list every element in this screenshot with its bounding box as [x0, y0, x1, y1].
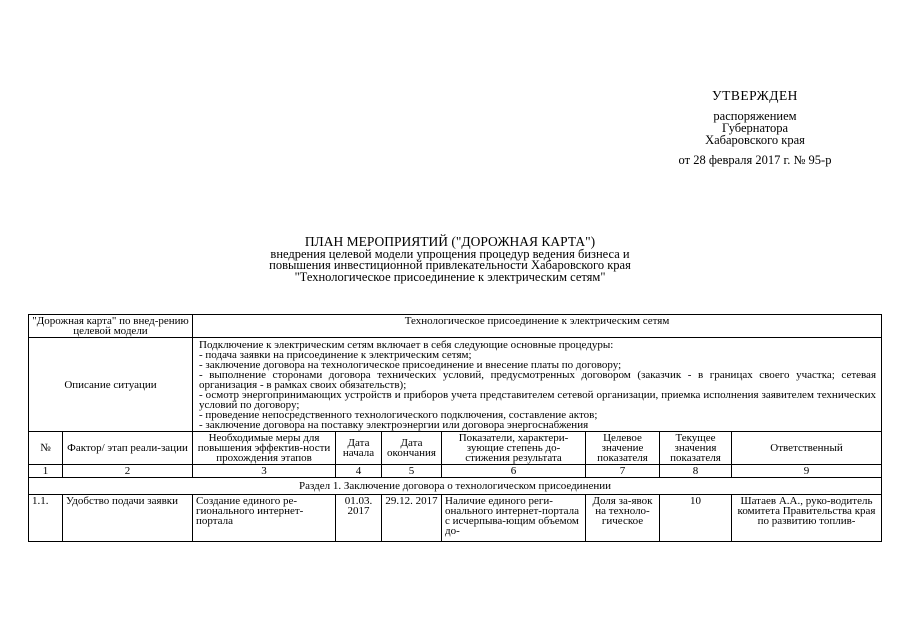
roadmap-value: Технологическое присоединение к электрическим сетям — [193, 315, 882, 338]
situation-row — [29, 338, 882, 432]
column-number: 9 — [732, 465, 882, 478]
row-number: 1.1. — [29, 495, 63, 542]
approval-heading: УТВЕРЖДЕН — [712, 88, 798, 103]
header-cell: Дата начала — [336, 432, 382, 465]
roadmap-table — [28, 314, 882, 542]
header-cell: Дата окончания — [382, 432, 442, 465]
situation-line: Подключение к электрическим сетям включает в себя следующие основные процедуры: — [199, 339, 614, 351]
approval-line-2: Губернатора — [721, 121, 789, 135]
row-end-date: 29.12. 2017 — [382, 495, 442, 542]
situation-label: Описание ситуации — [29, 338, 193, 432]
row-current: 10 — [660, 495, 732, 542]
approval-date: от 28 февраля 2017 г. № 95-р — [678, 153, 832, 167]
column-number: 3 — [193, 465, 336, 478]
row-responsible: Шатаев А.А., руко-водитель комитета Правительства края по развитию топлив- — [732, 495, 882, 542]
column-number: 8 — [660, 465, 732, 478]
column-number: 1 — [29, 465, 63, 478]
header-cell: Показатели, характери-зующие степень до-стижения результата — [442, 432, 586, 465]
header-row — [29, 432, 882, 465]
column-number: 2 — [63, 465, 193, 478]
header-cell: Необходимые меры для повышения эффектив-ности прохождения этапов — [193, 432, 336, 465]
situation-line: - выполнение сторонами договора технических условий, предусмотренных договором (заказчик - в границах своего участка; сетевая организация - в рамках своих обязательств); — [199, 369, 877, 391]
section-row — [29, 478, 882, 495]
column-number: 4 — [336, 465, 382, 478]
section-title: Раздел 1. Заключение договора о технологическом присоединении — [29, 478, 882, 495]
situation-line: - заключение договора на технологическое присоединение и внесение платы по договору; — [199, 359, 622, 371]
situation-line: - заключение договора на поставку электроэнергии или договора энергоснабжения — [199, 419, 589, 431]
column-number-row — [29, 465, 882, 478]
column-number: 7 — [586, 465, 660, 478]
column-number: 6 — [442, 465, 586, 478]
title-line-4: "Технологическое присоединение к электрическим сетям" — [294, 269, 606, 284]
situation-line: - проведение непосредственного технологического подключения, составление актов; — [199, 409, 598, 421]
row-measures: Создание единого ре-гионального интернет-портала — [193, 495, 336, 542]
row-start-date: 01.03. 2017 — [336, 495, 382, 542]
situation-description — [193, 338, 882, 432]
situation-line: - подача заявки на присоединение к электрическим сетям; — [199, 349, 472, 361]
situation-line: - осмотр энергопринимающих устройств и приборов учета представителем сетевой организации, приемка исполнения заявителем технических условий по договору; — [199, 389, 877, 411]
title-line-1: ПЛАН МЕРОПРИЯТИЙ ("ДОРОЖНАЯ КАРТА") — [304, 234, 596, 249]
header-cell: № — [29, 432, 63, 465]
header-cell: Текущее значения показателя — [660, 432, 732, 465]
approval-line-1: распоряжением — [713, 109, 797, 123]
approval-block — [640, 90, 870, 166]
header-cell: Целевое значение показателя — [586, 432, 660, 465]
header-cell: Ответственный — [732, 432, 882, 465]
row-indicator: Наличие единого реги-онального интернет-портала с исчерпыва-ющим объемом до- — [442, 495, 586, 542]
document-title — [170, 236, 730, 283]
row-factor: Удобство подачи заявки — [63, 495, 193, 542]
roadmap-label: "Дорожная карта" по внед-рению целевой модели — [29, 315, 193, 338]
roadmap-row — [29, 315, 882, 338]
header-cell: Фактор/ этап реали-зации — [63, 432, 193, 465]
title-line-2: внедрения целевой модели упрощения процедур ведения бизнеса и — [270, 246, 630, 261]
approval-line-3: Хабаровского края — [705, 133, 805, 147]
row-target: Доля за-явок на техноло-гическое — [586, 495, 660, 542]
title-line-3: повышения инвестиционной привлекательности Хабаровского края — [269, 258, 631, 272]
column-number: 5 — [382, 465, 442, 478]
table-row — [29, 495, 882, 542]
